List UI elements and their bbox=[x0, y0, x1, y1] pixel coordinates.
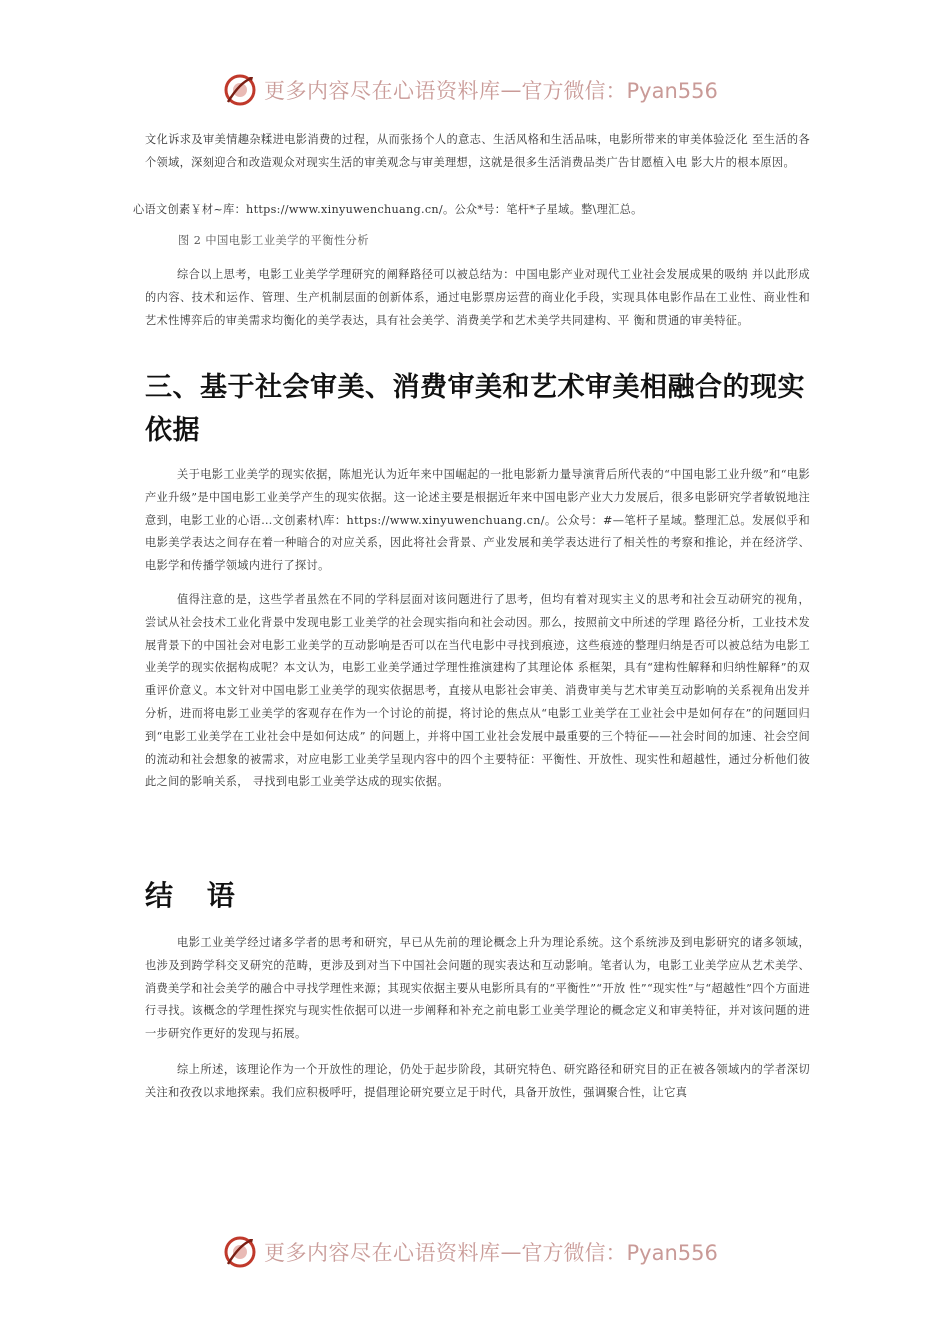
ad-line: 心语文创素￥材~库：https://www.xinyuwenchuang.cn/。公众*号：笔杆*子星域。整\理汇总。 bbox=[133, 203, 643, 216]
paragraph-conclusion-1: 电影工业美学经过诸多学者的思考和研究，早已从先前的理论概念上升为理论系统。这个系统涉及到电影研究的诸多领域，也涉及到跨学科交叉研究的范畴，更涉及到对当下中国社会问题的现实表达和互动影响。笔者认为，电影工业美学应从艺术美学、消费美学和社会美学的融合中寻找学理性来源；其现实依据主要从电影所具有的“平衡性”“开放 性”“现实性”与“超越性”四个方面进行寻找。该概念的学理性探究与现实性依据可以进一步阐释和补充之前电影工业美学理论的概念定义和审美特征，并对该问题的进一步研究作更好的发现与拓展。 bbox=[145, 936, 810, 1041]
brand-logo-icon bbox=[222, 72, 258, 108]
banner-dash: — bbox=[500, 1240, 522, 1264]
paragraph-top: 文化诉求及审美情趣杂糅进电影消费的过程，从而张扬个人的意志、生活风格和生活品味，电影所带来的审美体验泛化 至生活的各个领域，深刻迎合和改造观众对现实生活的审美观念与审美理想，这就是很多生活消费品类广告甘愿植入电 影大片的根本原因。 bbox=[145, 133, 810, 169]
figure-caption: 图 2 中国电影工业美学的平衡性分析 bbox=[178, 234, 370, 247]
paragraph-section3-2: 值得注意的是，这些学者虽然在不同的学科层面对该问题进行了思考，但均有着对现实主义的思考和社会互动研究的视角，尝试从社会技术工业化背景中发现电影工业美学的社会现实指向和社会动因。那么，按照前文中所述的学理 路径分析，工业技术发展背景下的中国社会对电影工业美学的互动影响是否可以在当代电影中寻找到痕迹，这些痕迹的整理归纳是否可以被总结为电影工业美学的现实依据构成呢？本文认为，电影工业美学通过学理性推演建构了其理论体 系框架，具有“建构性解释和归纳性解释”的双重评价意义。本文针对中国电影工业美学的现实依据思考，直接从电影社会审美、消费审美与艺术审美互动影响的关系视角出发并分析，进而将电影工业美学的客观存在作为一个讨论的前提，将讨论的焦点从“电影工业美学在工业社会中是如何存在”的问题回归到“电影工业美学在工业社会中是如何达成” 的问题上，并将中国工业社会发展中最重要的三个特征——社会时间的加速、社会空间的流动和社会想象的被需求，对应电影工业美学呈现内容中的四个主要特征：平衡性、开放性、现实性和超越性，通过分析他们彼此之间的影响关系， 寻找到电影工业美学达成的现实依据。 bbox=[145, 593, 810, 789]
conclusion-heading: 结 语 bbox=[145, 879, 247, 912]
footer-banner bbox=[222, 1232, 722, 1272]
section-3-heading: 三、基于社会审美、消费审美和艺术审美相融合的现实依据 bbox=[145, 372, 805, 446]
paragraph-conclusion-2: 综上所述，该理论作为一个开放性的理论，仍处于起步阶段，其研究特色、研究路径和研究目的正在被各领域内的学者深切关注和孜孜以求地探索。我们应积极呼吁，提倡理论研究要立足于时代，具备开放性，强调聚合性，让它真 bbox=[145, 1063, 810, 1099]
banner-wechat-text: 官方微信：Pyan556 bbox=[521, 79, 718, 103]
banner-main-text: 更多内容尽在心语资料库 bbox=[264, 79, 501, 103]
paragraph-summary: 综合以上思考，电影工业美学学理研究的阐释路径可以被总结为：中国电影产业对现代工业社会发展成果的吸纳 并以此形成的内容、技术和运作、管理、生产机制层面的创新体系，通过电影票房运营的商业化手段，实现具体电影作品在工业性、商业性和艺术性博弈后的审美需求均衡化的美学表达，具有社会美学、消费美学和艺术美学共同建构、平 衡和贯通的审美特征。 bbox=[145, 268, 810, 327]
banner-main-text: 更多内容尽在心语资料库 bbox=[264, 1241, 501, 1265]
brand-logo-icon bbox=[222, 1234, 258, 1270]
header-banner bbox=[222, 70, 722, 110]
banner-dash: — bbox=[500, 78, 522, 102]
banner-wechat-text: 官方微信：Pyan556 bbox=[521, 1241, 718, 1265]
paragraph-section3-1: 关于电影工业美学的现实依据，陈旭光认为近年来中国崛起的一批电影新力量导演背后所代表的“中国电影工业升级”和“电影产业升级”是中国电影工业美学产生的现实依据。这一论述主要是根据近年来中国电影产业大力发展后，很多电影研究学者敏锐地注意到，电影工业的心语…文创素材\库：https://www.xinyuwenchuang.cn/。公众号：#—笔杆子星域。整理汇总。发展似乎和电影美学表达之间存在着一种暗合的对应关系，因此将社会背景、产业发展和美学表达进行了相关性的考察和推论，并在经济学、电影学和传播学领域内进行了探讨。 bbox=[145, 468, 810, 573]
